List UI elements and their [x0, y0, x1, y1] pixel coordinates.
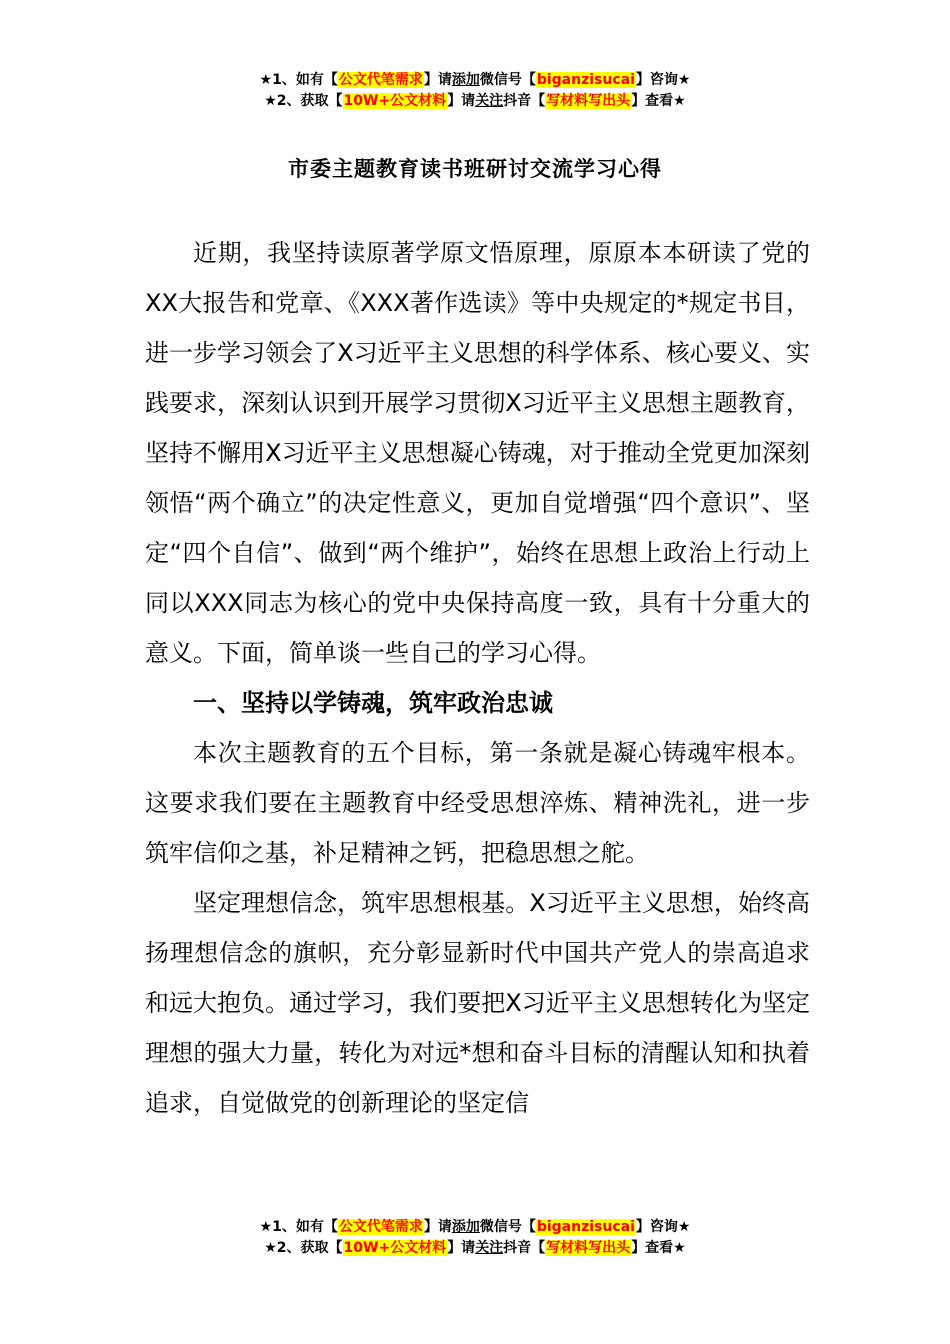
promo-highlight: 10W+公文材料	[343, 1240, 447, 1256]
promo-line-1	[0, 70, 950, 91]
promo-text: ★2、获取【	[264, 1240, 343, 1256]
promo-text: 】请	[423, 72, 452, 88]
promo-text: 】请	[447, 93, 476, 109]
promo-text: ★1、如有【	[259, 1219, 338, 1235]
promo-text: 微信号【	[479, 72, 536, 88]
promo-line-2	[0, 91, 950, 112]
promo-highlight: biganzisucai	[536, 1219, 635, 1235]
promo-footer	[0, 1217, 950, 1259]
promo-text: 】查看★	[631, 93, 686, 109]
promo-highlight: 公文代笔需求	[338, 1219, 423, 1235]
promo-emphasis: 添加	[451, 1219, 480, 1235]
promo-highlight: 写材料写出头	[546, 1240, 631, 1256]
promo-text: 抖音【	[503, 93, 546, 109]
document-body	[145, 228, 810, 1128]
promo-highlight: 写材料写出头	[546, 93, 631, 109]
promo-highlight: 10W+公文材料	[343, 93, 447, 109]
document-title: 市委主题教育读书班研讨交流学习心得	[288, 157, 662, 181]
promo-line-2	[0, 1238, 950, 1259]
promo-highlight: biganzisucai	[536, 72, 635, 88]
promo-text: 】查看★	[631, 1240, 686, 1256]
promo-text: 抖音【	[503, 1240, 546, 1256]
section-heading: 一、坚持以学铸魂，筑牢政治忠诚	[193, 689, 553, 717]
promo-emphasis: 关注	[475, 93, 504, 109]
promo-emphasis: 关注	[475, 1240, 504, 1256]
promo-text: 】咨询★	[635, 72, 691, 88]
promo-text: 】请	[447, 1240, 476, 1256]
promo-header	[0, 70, 950, 112]
promo-text: ★1、如有【	[259, 72, 338, 88]
promo-text: 】请	[423, 1219, 452, 1235]
promo-emphasis: 添加	[451, 72, 480, 88]
promo-line-1	[0, 1217, 950, 1238]
promo-text: ★2、获取【	[264, 93, 343, 109]
paragraph: 本次主题教育的五个目标，第一条就是凝心铸魂牢根本。这要求我们要在主题教育中经受思想淬炼、精神洗礼，进一步筑牢信仰之基，补足精神之钙，把稳思想之舵。	[145, 739, 810, 867]
promo-text: 微信号【	[479, 1219, 536, 1235]
paragraph: 坚定理想信念，筑牢思想根基。X习近平主义思想，始终高扬理想信念的旗帜，充分彰显新时代中国共产党人的崇高追求和远大抱负。通过学习，我们要把X习近平主义思想转化为坚定理想的强大力量，转化为对远*想和奋斗目标的清醒认知和执着追求，自觉做党的创新理论的坚定信	[145, 889, 810, 1117]
promo-text: 】咨询★	[635, 1219, 691, 1235]
paragraph: 近期，我坚持读原著学原文悟原理，原原本本研读了党的XX大报告和党章、《XXX著作选读》等中央规定的*规定书目，进一步学习领会了X习近平主义思想的科学体系、核心要义、实践要求，深刻认识到开展学习贯彻X习近平主义思想主题教育，坚持不懈用X习近平主义思想凝心铸魂，对于推动全党更加深刻领悟“两个确立”的决定性意义，更加自觉增强“四个意识”、坚定“四个自信”、做到“两个维护”，始终在思想上政治上行动上同以XXX同志为核心的党中央保持高度一致，具有十分重大的意义。下面，简单谈一些自己的学习心得。	[145, 239, 810, 667]
promo-highlight: 公文代笔需求	[338, 72, 423, 88]
